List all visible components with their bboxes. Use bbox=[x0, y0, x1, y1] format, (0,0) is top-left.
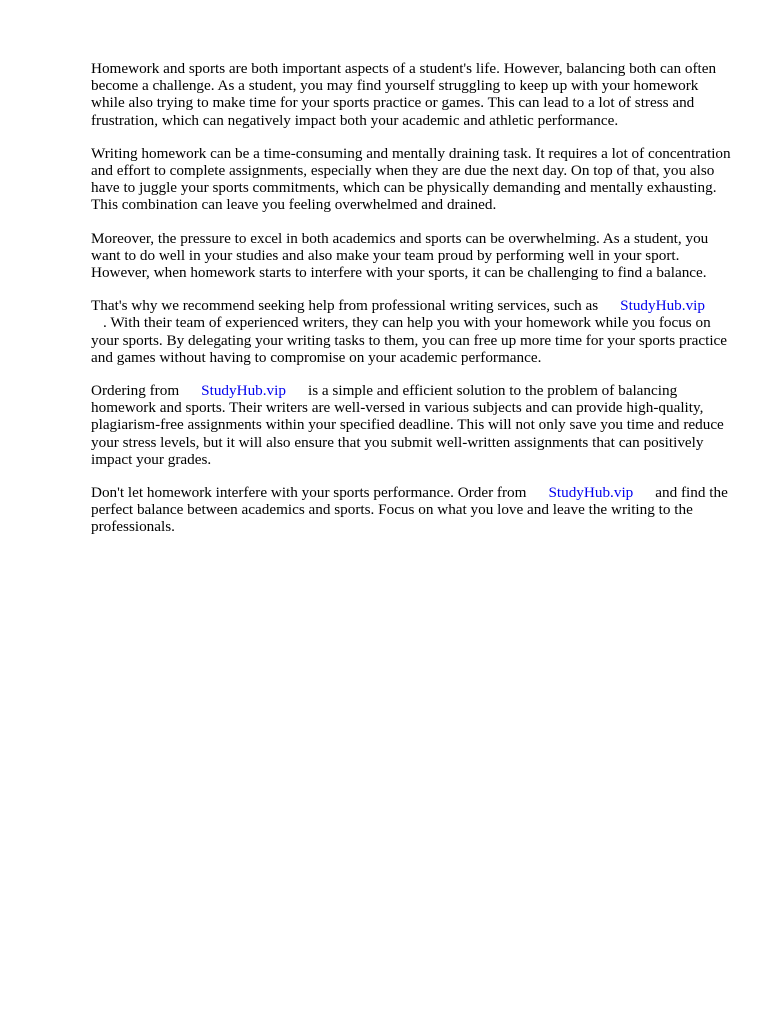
studyhub-link[interactable]: StudyHub.vip bbox=[548, 484, 634, 502]
paragraph-closing bbox=[91, 484, 731, 536]
paragraph-text: That's why we recommend seeking help from professional writing services, such as bbox=[91, 297, 599, 315]
paragraph-pressure: Moreover, the pressure to excel in both academics and sports can be overwhelming. As a student, you want to do well in your studies and also make your team proud by performing well in your sport. However, when homework starts to interfere with your sports, it can be challenging to find a balance. bbox=[91, 229, 709, 282]
document-page bbox=[91, 60, 731, 552]
paragraph-text: . With their team of experienced writers, they can help you with your homework while you focus on your sports. By delegating your writing tasks to them, you can free up more time for your sports practice and games without having to compromise on your academic performance. bbox=[91, 314, 728, 366]
paragraph-text: and find the perfect balance between academics and sports. Focus on what you love and leave the writing to the professionals. bbox=[91, 484, 728, 536]
paragraph-text: is a simple and efficient solution to the problem of balancing homework and sports. Their writers are well-versed in various subjects and can provide high-quality, plagiarism-free assignments within your specified deadline. This will not only save you time and reduce your stress levels, but it will also ensure that you submit well-written assignments that can positively impact your grades. bbox=[91, 382, 724, 468]
paragraph-recommendation bbox=[91, 297, 731, 366]
studyhub-link[interactable]: StudyHub.vip bbox=[201, 382, 286, 400]
paragraph-text: Don't let homework interfere with your sports performance. Order from bbox=[91, 484, 527, 502]
paragraph-text: Ordering from bbox=[91, 382, 180, 400]
paragraph-intro: Homework and sports are both important aspects of a student's life. However, balancing both can often become a challenge. As a student, you may find yourself struggling to keep up with your homework while also trying to make time for your sports practice or games. This can lead to a lot of stress and frustration, which can negatively impact both your academic and athletic performance. bbox=[91, 60, 717, 129]
paragraph-ordering bbox=[91, 382, 731, 468]
paragraph-homework-task: Writing homework can be a time-consuming and mentally draining task. It requires a lot of concentration and effort to complete assignments, especially when they are due the next day. On top of that, you also have to juggle your sports commitments, which can be physically demanding and mentally exhausting. This combination can leave you feeling overwhelmed and drained. bbox=[91, 144, 731, 214]
studyhub-link[interactable]: StudyHub.vip bbox=[620, 297, 705, 315]
